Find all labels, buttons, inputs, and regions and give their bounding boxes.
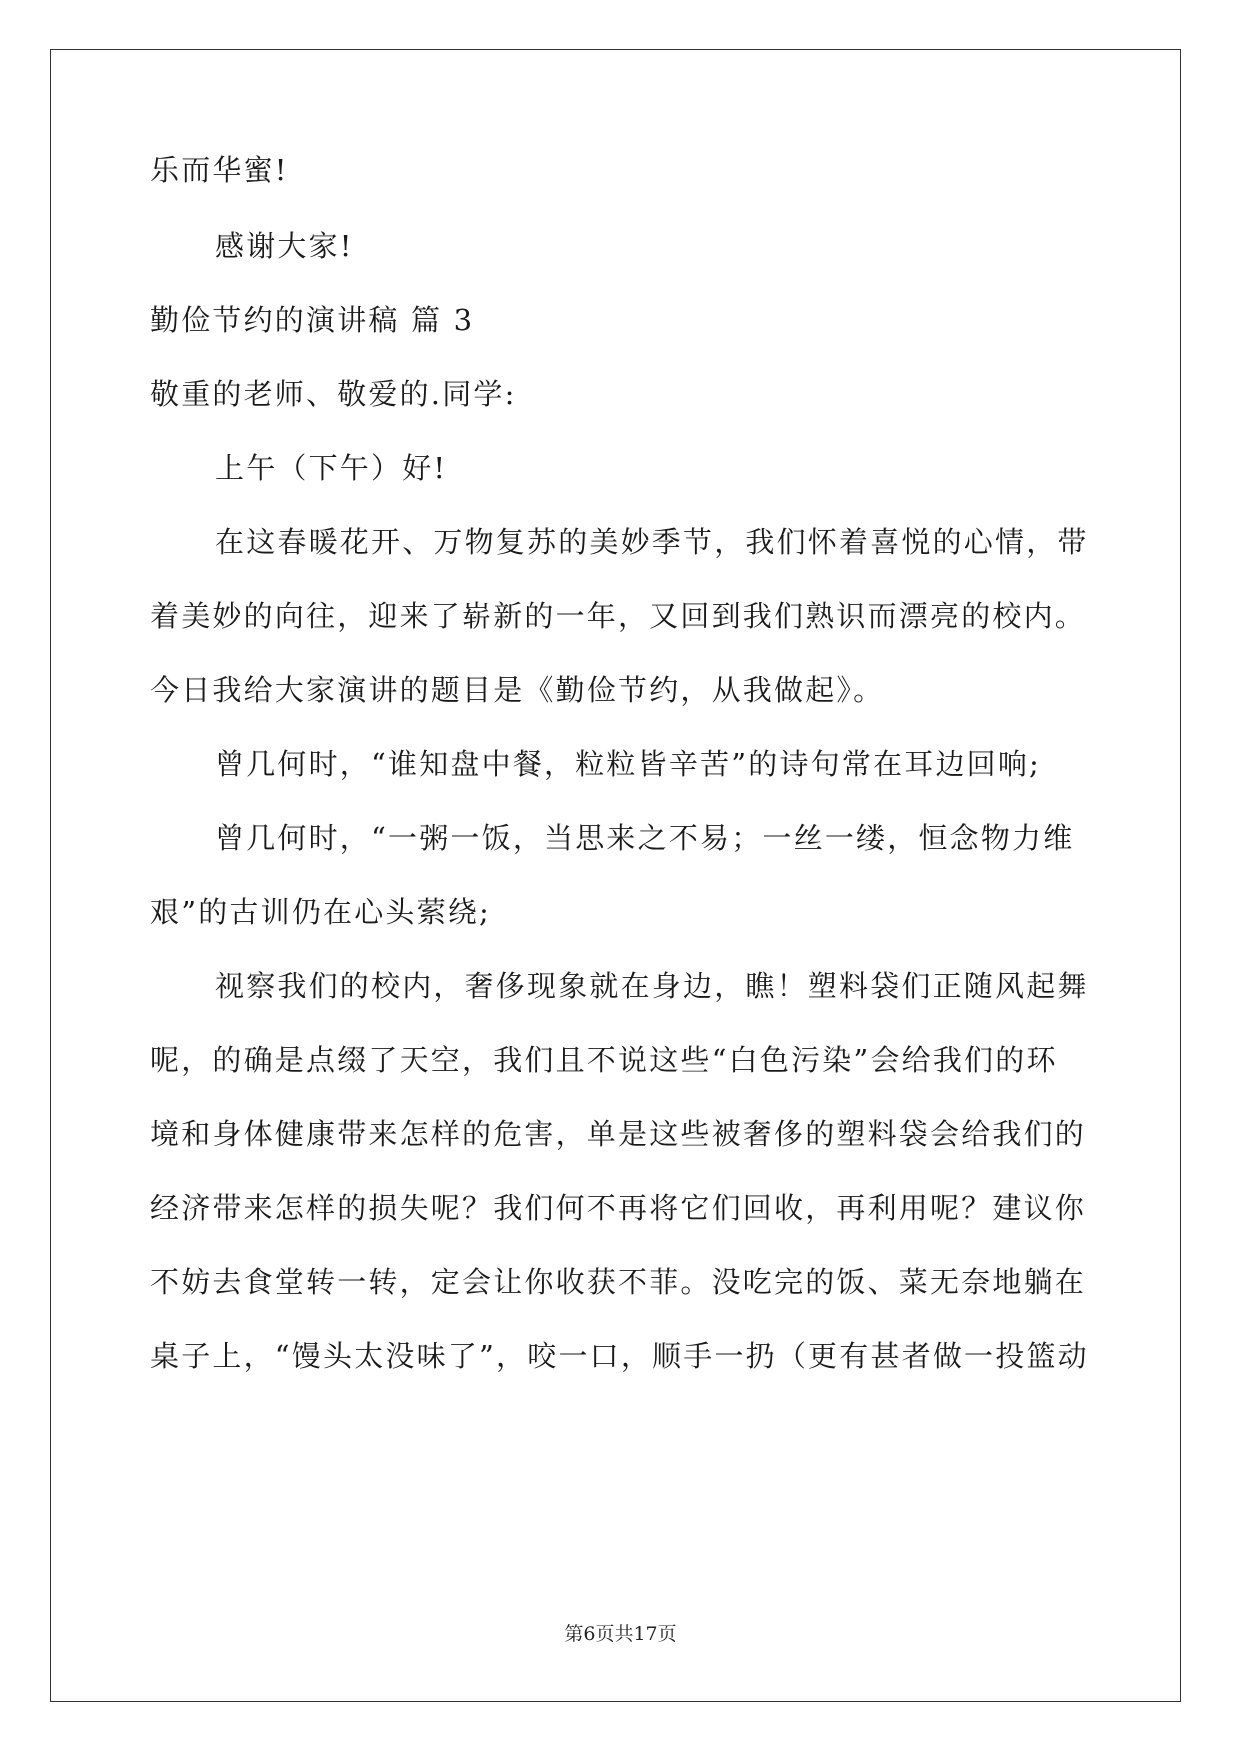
section-heading: 勤俭节约的演讲稿 篇 3: [150, 303, 475, 337]
page-border: [50, 49, 1181, 1702]
paragraph-line: 着美妙的向往，迎来了崭新的一年，又回到我们熟识而漂亮的校内。: [150, 599, 1087, 633]
paragraph-line: 呢，的确是点缀了天空，我们且不说这些“白色污染”会给我们的环: [150, 1043, 1058, 1077]
paragraph-line: 在这春暖花开、万物复苏的美妙季节，我们怀着喜悦的心情，带: [215, 525, 1089, 559]
greeting: 上午（下午）好!: [215, 451, 448, 485]
paragraph-line: 艰”的古训仍在心头萦绕;: [150, 895, 491, 929]
text-line-2: 感谢大家!: [215, 229, 354, 263]
page-footer: [0, 1622, 1241, 1646]
page-number: 第6页: [564, 1623, 615, 1645]
paragraph-line: 不妨去食堂转一转，定会让你收获不菲。没吃完的饭、菜无奈地躺在: [150, 1265, 1087, 1299]
paragraph-line: 桌子上，“馒头太没味了”，咬一口，顺手一扔（更有甚者做一投篮动: [150, 1339, 1089, 1373]
paragraph-line: 曾几何时，“一粥一饭，当思来之不易；一丝一缕，恒念物力维: [215, 821, 1075, 855]
paragraph-line: 境和身体健康带来怎样的危害，单是这些被奢侈的塑料袋会给我们的: [150, 1117, 1087, 1151]
paragraph-line: 曾几何时，“谁知盘中餐，粒粒皆辛苦”的诗句常在耳边回响;: [215, 747, 1042, 781]
salutation: 敬重的老师、敬爱的.同学:: [150, 377, 517, 411]
paragraph-line: 今日我给大家演讲的题目是《勤俭节约，从我做起》。: [150, 673, 885, 707]
paragraph-line: 视察我们的校内，奢侈现象就在身边，瞧！塑料袋们正随风起舞: [215, 969, 1089, 1003]
page-total: 共17页: [614, 1623, 677, 1645]
text-line-1: 乐而华蜜!: [150, 153, 289, 187]
paragraph-line: 经济带来怎样的损失呢？我们何不再将它们回收，再利用呢？建议你: [150, 1191, 1087, 1225]
